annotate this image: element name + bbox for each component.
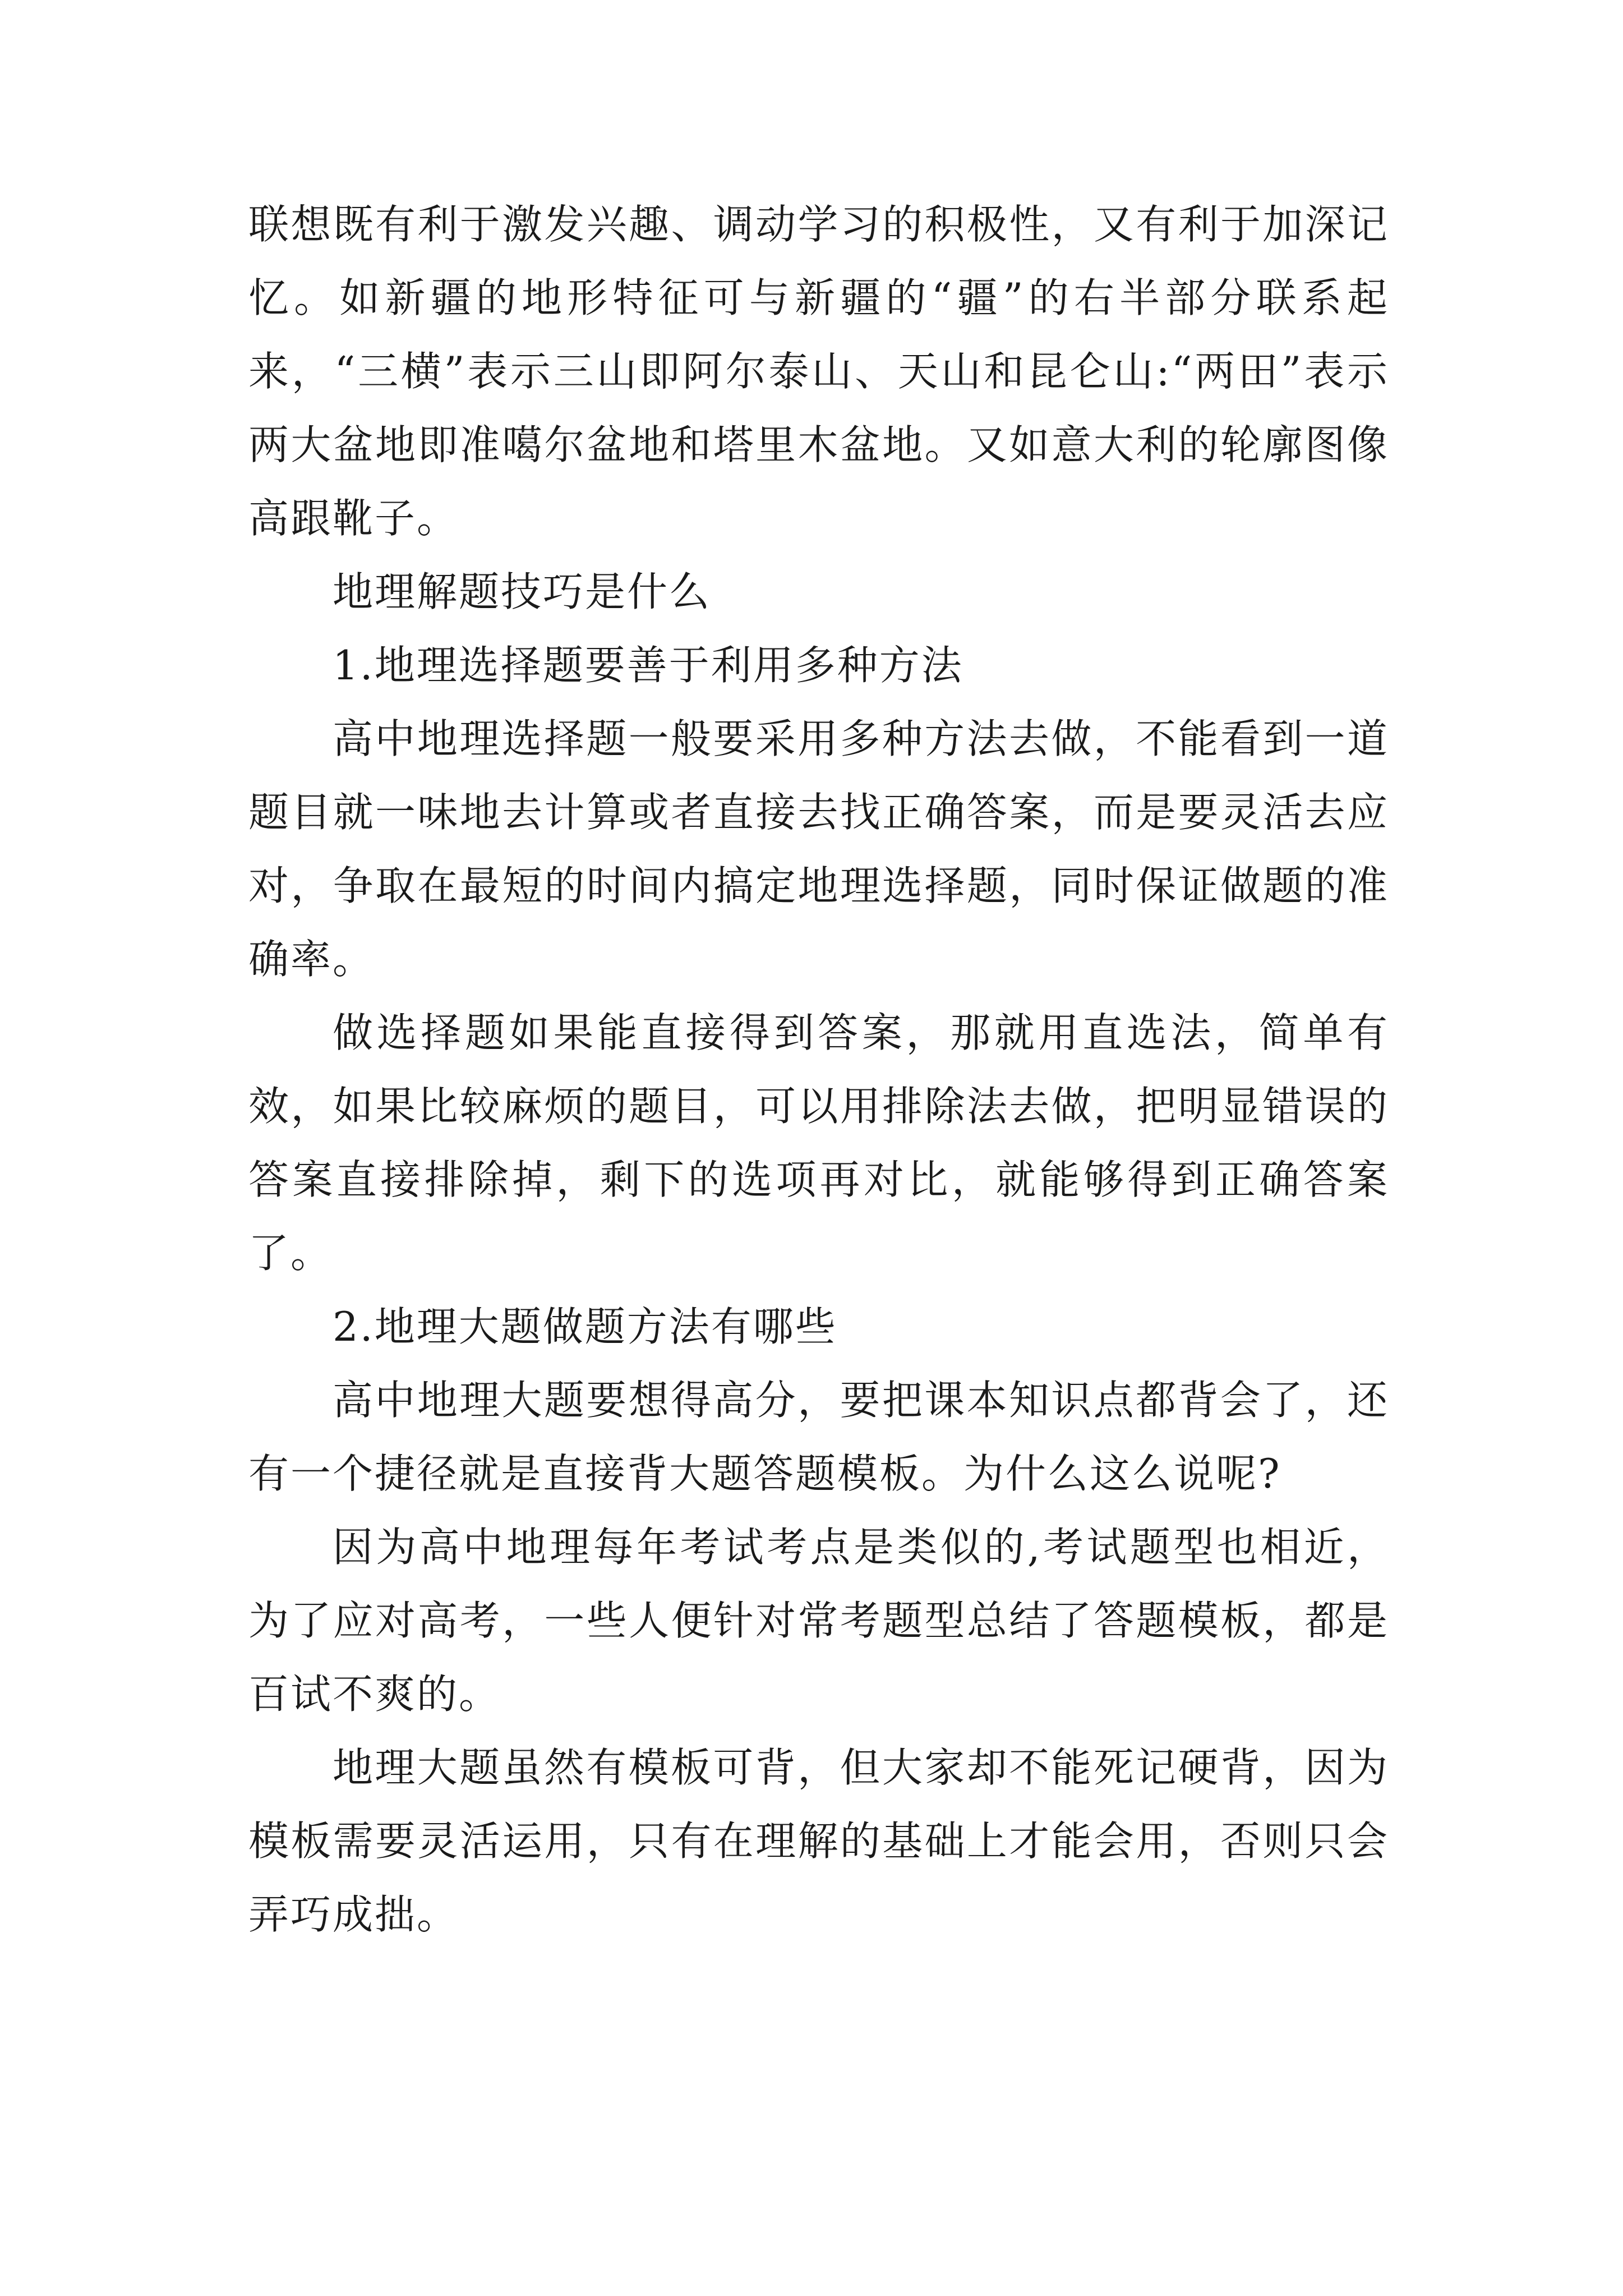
document-body — [248, 188, 1389, 1952]
paragraph-association-memory: 联想既有利于激发兴趣、调动学习的积极性，又有利于加深记忆。如新疆的地形特征可与新疆的“疆”的右半部分联系起来，“三横”表示三山即阿尔泰山、天山和昆仑山:“两田”表示两大盆地即准噶尔盆地和塔里木盆地。又如意大利的轮廓图像高跟靴子。 — [248, 201, 1389, 542]
subheading-big-questions: 2.地理大题做题方法有哪些 — [333, 1303, 837, 1350]
paragraph-exam-points-similar: 因为高中地理每年考试考点是类似的,考试题型也相近，为了应对高考，一些人便针对常考题型总结了答题模板，都是百试不爽的。 — [248, 1524, 1389, 1718]
section-heading-techniques: 地理解题技巧是什么 — [333, 568, 712, 615]
paragraph-answer-templates: 高中地理大题要想得高分，要把课本知识点都背会了，还有一个捷径就是直接背大题答题模板。为什么这么说呢? — [248, 1377, 1389, 1497]
subheading-multiple-choice: 1.地理选择题要善于利用多种方法 — [333, 642, 963, 689]
paragraph-direct-and-elimination: 做选择题如果能直接得到答案，那就用直选法，简单有效，如果比较麻烦的题目，可以用排除法去做，把明显错误的答案直接排除掉，剩下的选项再对比，就能够得到正确答案了。 — [248, 1009, 1389, 1277]
paragraph-multiple-choice-methods: 高中地理选择题一般要采用多种方法去做，不能看到一道题目就一味地去计算或者直接去找正确答案，而是要灵活去应对，争取在最短的时间内搞定地理选择题，同时保证做题的准确率。 — [248, 715, 1389, 983]
paragraph-flexible-use: 地理大题虽然有模板可背，但大家却不能死记硬背，因为模板需要灵活运用，只有在理解的基础上才能会用，否则只会弄巧成拙。 — [248, 1744, 1389, 1938]
